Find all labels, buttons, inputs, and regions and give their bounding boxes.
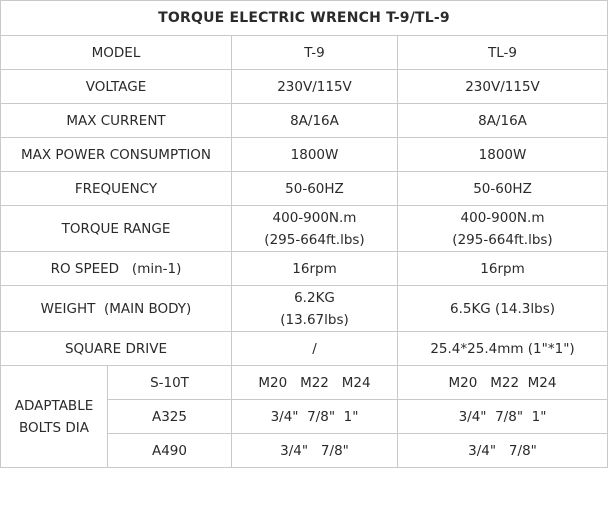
spec-value-line: (13.67lbs): [280, 311, 349, 328]
spec-value-line: 400-900N.m: [272, 209, 357, 226]
spec-row-weight: [1, 286, 608, 332]
spec-row-square-drive: [1, 332, 608, 366]
spec-value-tl9: 16rpm: [398, 252, 608, 286]
bolts-label-line: ADAPTABLE: [14, 397, 94, 414]
spec-value-tl9: 6.5KG (14.3lbs): [398, 286, 608, 332]
bolts-label: [1, 366, 108, 468]
bolts-label-line: BOLTS DIA: [18, 419, 90, 436]
table-title: TORQUE ELECTRIC WRENCH T-9/TL-9: [1, 1, 608, 36]
bolt-grade: A490: [108, 434, 232, 468]
spec-value-t9: 50-60HZ: [232, 172, 398, 206]
model-tl9: TL-9: [398, 36, 608, 70]
spec-value-line: (295-664ft.lbs): [264, 231, 365, 248]
bolt-value-tl9: 3/4" 7/8" 1": [398, 400, 608, 434]
spec-value-t9: [232, 286, 398, 332]
model-label: MODEL: [1, 36, 232, 70]
spec-value-t9: 1800W: [232, 138, 398, 172]
spec-value-tl9: 8A/16A: [398, 104, 608, 138]
spec-value-t9: [232, 206, 398, 252]
spec-value-tl9: 50-60HZ: [398, 172, 608, 206]
spec-label: MAX POWER CONSUMPTION: [1, 138, 232, 172]
spec-row-torque-range: [1, 206, 608, 252]
bolt-grade: S-10T: [108, 366, 232, 400]
title-row: [1, 1, 608, 36]
spec-label: TORQUE RANGE: [1, 206, 232, 252]
spec-row-frequency: [1, 172, 608, 206]
spec-value-t9: /: [232, 332, 398, 366]
spec-value-t9: 16rpm: [232, 252, 398, 286]
bolt-value-t9: 3/4" 7/8": [232, 434, 398, 468]
spec-value-tl9: [398, 206, 608, 252]
bolt-value-t9: 3/4" 7/8" 1": [232, 400, 398, 434]
spec-label: FREQUENCY: [1, 172, 232, 206]
spec-value-line: 400-900N.m: [460, 209, 545, 226]
spec-label: RO SPEED (min-1): [1, 252, 232, 286]
spec-value-tl9: 25.4*25.4mm (1"*1"): [398, 332, 608, 366]
spec-row-max-current: [1, 104, 608, 138]
spec-value-line: 6.2KG: [294, 289, 335, 306]
spec-row-max-power: [1, 138, 608, 172]
bolt-value-tl9: M20 M22 M24: [398, 366, 608, 400]
bolts-row-s10t: [1, 366, 608, 400]
spec-label: SQUARE DRIVE: [1, 332, 232, 366]
spec-value-tl9: 1800W: [398, 138, 608, 172]
spec-row-voltage: [1, 70, 608, 104]
spec-value-line: (295-664ft.lbs): [452, 231, 553, 248]
spec-value-t9: 8A/16A: [232, 104, 398, 138]
spec-value-t9: 230V/115V: [232, 70, 398, 104]
spec-value-tl9: 230V/115V: [398, 70, 608, 104]
model-t9: T-9: [232, 36, 398, 70]
spec-label: VOLTAGE: [1, 70, 232, 104]
bolt-grade: A325: [108, 400, 232, 434]
spec-label: WEIGHT (MAIN BODY): [1, 286, 232, 332]
spec-label: MAX CURRENT: [1, 104, 232, 138]
bolt-value-t9: M20 M22 M24: [232, 366, 398, 400]
model-row: [1, 36, 608, 70]
bolt-value-tl9: 3/4" 7/8": [398, 434, 608, 468]
spec-row-ro-speed: [1, 252, 608, 286]
